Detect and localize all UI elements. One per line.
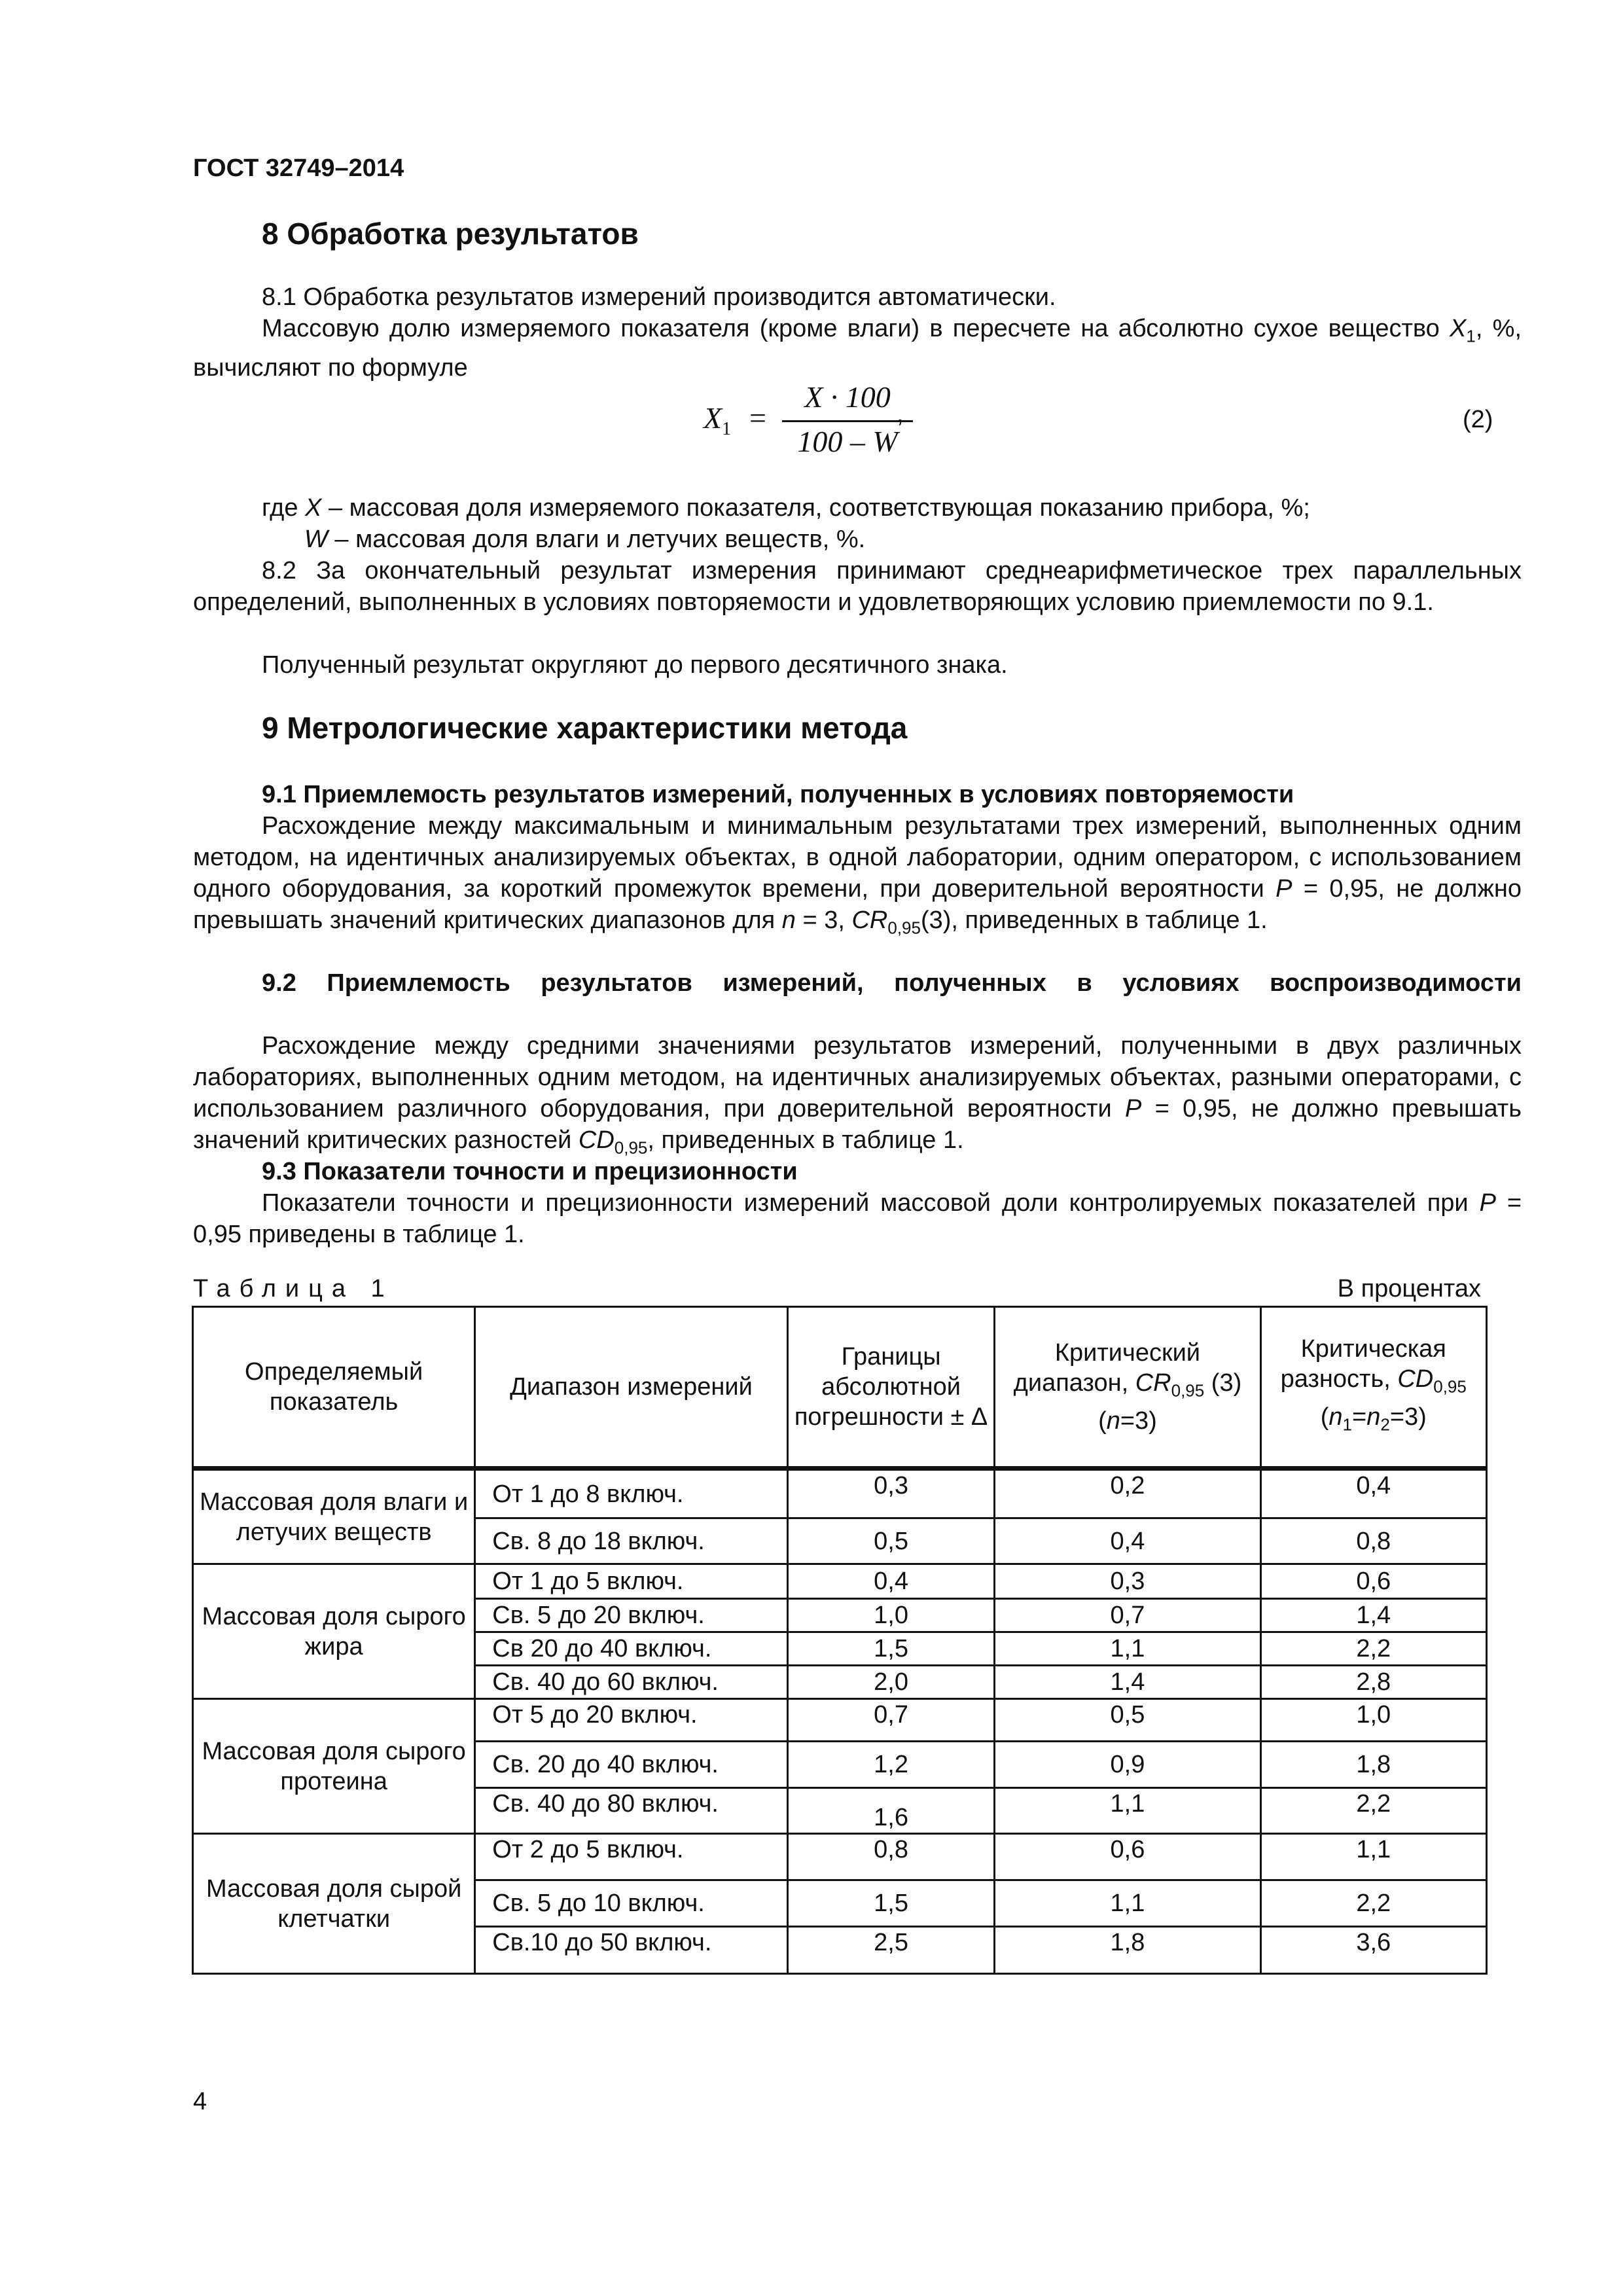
header-range: Диапазон измерений xyxy=(475,1307,788,1469)
delta-cell: 0,8 xyxy=(787,1834,995,1880)
cr-cell: 1,8 xyxy=(995,1927,1260,1974)
header-indicator: Определяемый показатель xyxy=(193,1307,475,1469)
cr-cell: 0,4 xyxy=(995,1518,1260,1564)
cr-cell: 0,3 xyxy=(995,1564,1260,1599)
cd-cell: 1,8 xyxy=(1260,1742,1486,1788)
cd-cell: 1,0 xyxy=(1260,1699,1486,1742)
table-header-row xyxy=(193,1307,1487,1469)
metrology-table xyxy=(192,1306,1488,1975)
delta-cell: 2,0 xyxy=(787,1666,995,1699)
delta-cell: 0,7 xyxy=(787,1699,995,1742)
range-cell: Св 20 до 40 включ. xyxy=(475,1632,788,1666)
range-cell: Св. 40 до 60 включ. xyxy=(475,1666,788,1699)
cr-cell: 1,4 xyxy=(995,1666,1260,1699)
formula-numerator: X · 100 xyxy=(804,380,891,414)
group-name: Массовая доля сырой клетчатки xyxy=(193,1834,475,1974)
paragraph-9-3: Показатели точности и прецизионности измерений массовой доли контролируемых показателей при P = 0,95 приведены в таблице 1. xyxy=(193,1189,1522,1248)
page-number: 4 xyxy=(193,2088,207,2115)
formula-2 xyxy=(704,380,913,461)
delta-cell: 0,4 xyxy=(787,1564,995,1599)
paragraph-8-2: 8.2 За окончательный результат измерения принимают среднеарифметическое трех параллельных определений, выполненных в условиях повторяемости и удовлетворяющих условию приемлемости по 9.1. xyxy=(193,557,1522,616)
paragraph-9-2: Расхождение между средними значениями результатов измерений, полученными в двух различных лабораториях, выполненных одним методом, на идентичных анализируемых объектах, разными операторами, с использованием различного оборудования, при доверительной вероятности P = 0,95, не должно превышать значений критических разностей $CD_{0,95}$, приведенных в таблице 1. xyxy=(193,1032,1522,1158)
paragraph-formula-intro: Массовую долю измеряемого показателя (кроме влаги) в пересчете на абсолютно сухое вещество $X_1$, %, вычисляют по формуле xyxy=(193,315,1522,382)
formula-lhs: $X_1$ xyxy=(704,401,732,440)
cr-cell: 0,2 xyxy=(995,1469,1260,1518)
cr-cell: 0,6 xyxy=(995,1834,1260,1880)
paragraph-8-1: 8.1 Обработка результатов измерений производится автоматически. xyxy=(262,283,1056,311)
delta-cell: 2,5 xyxy=(787,1927,995,1974)
delta-cell: 1,5 xyxy=(787,1880,995,1927)
range-cell: Св.10 до 50 включ. xyxy=(475,1927,788,1974)
group-name: Массовая доля сырого протеина xyxy=(193,1699,475,1834)
cd-cell: 2,8 xyxy=(1260,1666,1486,1699)
cd-cell: 1,1 xyxy=(1260,1834,1486,1880)
delta-cell: 1,0 xyxy=(787,1599,995,1632)
cd-cell: 0,4 xyxy=(1260,1469,1486,1518)
table-row xyxy=(193,1699,1487,1742)
cr-cell: 1,1 xyxy=(995,1632,1260,1666)
where-x: где X – массовая доля измеряемого показателя, соответствующая показанию прибора, %; xyxy=(262,494,1310,522)
range-cell: От 1 до 8 включ. xyxy=(475,1469,788,1518)
range-cell: От 1 до 5 включ. xyxy=(475,1564,788,1599)
group-name: Массовая доля влаги и летучих веществ xyxy=(193,1469,475,1564)
range-cell: Св. 20 до 40 включ. xyxy=(475,1742,788,1788)
delta-cell: 1,5 xyxy=(787,1632,995,1666)
range-cell: Св. 40 до 80 включ. xyxy=(475,1788,788,1834)
delta-cell: 0,5 xyxy=(787,1518,995,1564)
range-cell: Св. 5 до 20 включ. xyxy=(475,1599,788,1632)
delta-cell: 1,6 xyxy=(787,1788,995,1834)
cr-cell: 1,1 xyxy=(995,1880,1260,1927)
subsection-9-1-title: 9.1 Приемлемость результатов измерений, полученных в условиях повторяемости xyxy=(262,781,1294,808)
cd-cell: 2,2 xyxy=(1260,1788,1486,1834)
cd-cell: 3,6 xyxy=(1260,1927,1486,1974)
header-error-bounds: Границы абсолютной погрешности ± Δ xyxy=(787,1307,995,1469)
cr-cell: 0,5 xyxy=(995,1699,1260,1742)
cr-cell: 0,7 xyxy=(995,1599,1260,1632)
delta-cell: 0,3 xyxy=(787,1469,995,1518)
cd-cell: 2,2 xyxy=(1260,1632,1486,1666)
formula-denominator: 100 – W xyxy=(797,425,898,458)
paragraph-rounding: Полученный результат округляют до первого десятичного знака. xyxy=(262,651,1008,679)
table-row xyxy=(193,1564,1487,1599)
range-cell: От 2 до 5 включ. xyxy=(475,1834,788,1880)
header-critical-range: Критический диапазон, $CR_{0,95}$ (3) (n=3) xyxy=(995,1307,1260,1469)
delta-cell: 1,2 xyxy=(787,1742,995,1788)
formula-equals: = xyxy=(749,401,766,435)
group-name: Массовая доля сырого жира xyxy=(193,1564,475,1699)
table-caption: Таблица 1 xyxy=(193,1275,394,1302)
subsection-9-2-title: 9.2 Приемлемость результатов измерений, полученных в условиях воспроизводимости xyxy=(262,969,1522,997)
formula-comma: , xyxy=(897,401,904,428)
table-row xyxy=(193,1834,1487,1880)
where-w: W – массовая доля влаги и летучих веществ, %. xyxy=(304,526,866,553)
header-critical-difference: Критическая разность, $CD_{0,95}$ $(n_1=n_2=3)$ xyxy=(1260,1307,1486,1469)
cd-cell: 0,6 xyxy=(1260,1564,1486,1599)
range-cell: Св. 8 до 18 включ. xyxy=(475,1518,788,1564)
subsection-9-3-title: 9.3 Показатели точности и прецизионности xyxy=(262,1158,798,1185)
document-header: ГОСТ 32749–2014 xyxy=(193,154,404,182)
table-unit: В процентах xyxy=(1337,1275,1481,1302)
cr-cell: 1,1 xyxy=(995,1788,1260,1834)
cd-cell: 0,8 xyxy=(1260,1518,1486,1564)
section-8-title: 8 Обработка результатов xyxy=(262,217,639,251)
cr-cell: 0,9 xyxy=(995,1742,1260,1788)
range-cell: Св. 5 до 10 включ. xyxy=(475,1880,788,1927)
range-cell: От 5 до 20 включ. xyxy=(475,1699,788,1742)
formula-number: (2) xyxy=(1463,406,1493,433)
cd-cell: 1,4 xyxy=(1260,1599,1486,1632)
table-row xyxy=(193,1469,1487,1518)
fraction-bar xyxy=(782,420,913,422)
cd-cell: 2,2 xyxy=(1260,1880,1486,1927)
section-9-title: 9 Метрологические характеристики метода xyxy=(262,711,908,745)
paragraph-9-1: Расхождение между максимальным и минимальным результатами трех измерений, выполненных одним методом, на идентичных анализируемых объектах, в одной лаборатории, одним оператором, с использованием одного оборудования, за короткий промежуток времени, при доверительной вероятности P = 0,95, не должно превышать значений критических диапазонов для n = 3, $CR_{0,95}(3)$, приведенных в таблице 1. xyxy=(193,812,1522,938)
